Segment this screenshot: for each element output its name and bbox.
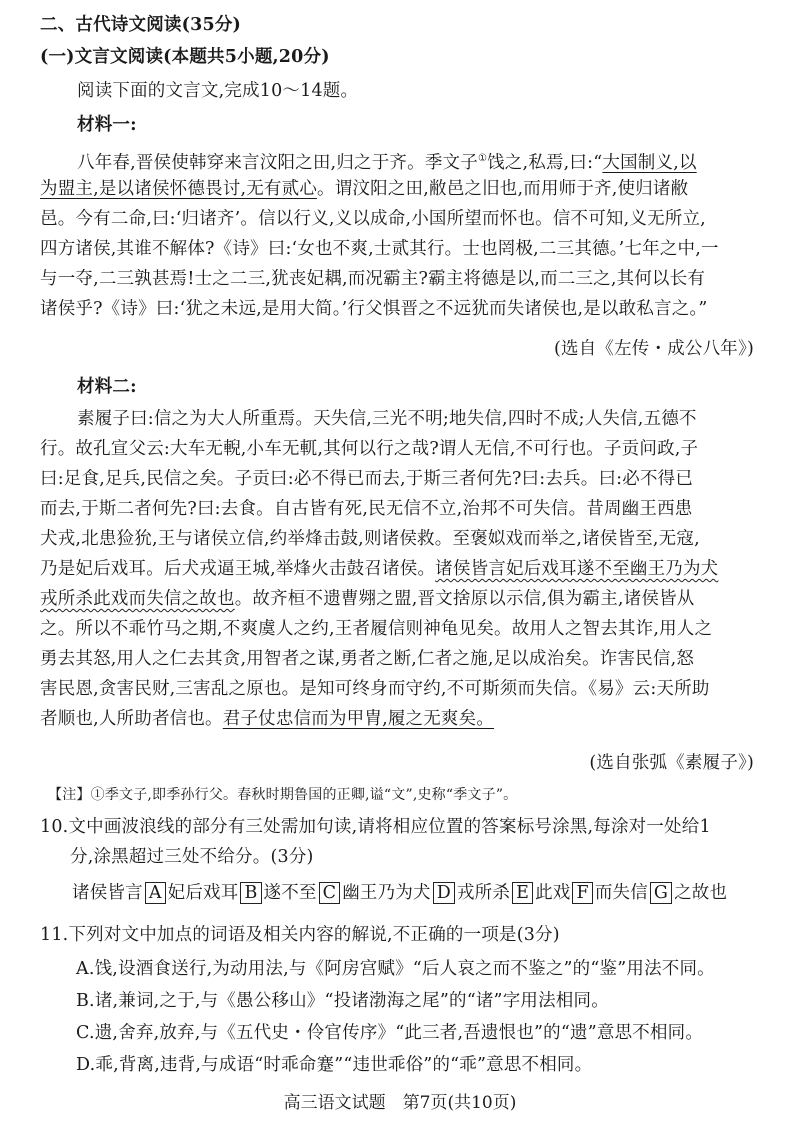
answer-box-e[interactable]: E xyxy=(512,882,533,904)
question-11-option-b: B.诸,兼词,之于,与《愚公移山》“投诸渤海之尾”的“诸”字用法相同。 xyxy=(76,991,609,1011)
material2-line: 者顺也,人所助者信也。君子仗忠信而为甲胄,履之无爽矣。 xyxy=(40,709,495,729)
wavy-underlined-text: 诸侯皆言妃后戏耳遂不至幽王乃为犬 xyxy=(435,559,719,579)
answer-box-c[interactable]: C xyxy=(319,882,341,904)
material1-line: 八年春,晋侯使韩穿来言汶阳之田,归之于齐。季文子①饯之,私焉,曰:“大国制义,以 xyxy=(77,152,697,173)
footnote: 【注】①季文子,即季孙行父。春秋时期鲁国的正卿,谥“文”,史称“季文子”。 xyxy=(48,787,518,803)
subsection-title: (一)文言文阅读(本题共5小题,20分) xyxy=(40,47,330,67)
answer-box-b[interactable]: B xyxy=(240,882,261,904)
section-title: 二、古代诗文阅读(35分) xyxy=(40,15,242,35)
question-11-option-c: C.遗,舍弃,放弃,与《五代史・伶官传序》“此三者,吾遗恨也”的“遗”意思不相同。 xyxy=(76,1023,704,1043)
answer-box-a[interactable]: A xyxy=(145,882,166,904)
wavy-underlined-text: 戎所杀此戏而失信之故也 xyxy=(40,589,235,609)
material2-line: 之。所以不乖竹马之期,不爽虞人之约,王者履信则神龟见矣。故用人之智去其诈,用人之 xyxy=(40,619,713,639)
underlined-text: 君子仗忠信而为甲胄,履之无爽矣。 xyxy=(222,709,495,729)
material2-line: 害民恩,贪害民财,三害乱之原也。是知可终身而守约,不可斯须而失信。《易》云:天所助 xyxy=(40,679,710,699)
material2-line: 曰:足食,足兵,民信之矣。子贡曰:必不得已而去,于斯三者何先?曰:去兵。曰:必不得已 xyxy=(40,469,694,489)
material2-line: 行。故孔宣父云:大车无輗,小车无軏,其何以行之哉?谓人无信,不可行也。子贡问政,子 xyxy=(40,439,699,459)
material2-line: 而去,于斯二者何先?曰:去食。自古皆有死,民无信不立,治邦不可失信。昔周幽王西患 xyxy=(40,499,693,519)
question-10-stem: 分,涂黑超过三处不给分。(3分) xyxy=(70,847,314,867)
material1-line: 诸侯乎?《诗》曰:‘犹之未远,是用大简。’行父惧晋之不远犹而失诸侯也,是以敢私言之。” xyxy=(40,299,708,319)
material2-line: 素履子曰:信之为大人所重焉。天失信,三光不明;地失信,四时不成;人失信,五德不 xyxy=(77,409,697,429)
question-10-stem: 10.文中画波浪线的部分有三处需加句读,请将相应位置的答案标号涂黑,每涂对一处给1 xyxy=(40,817,711,837)
material1-line: 邑。今有二命,曰:‘归诸齐’。信以行义,义以成命,小国所望而怀也。信不可知,义无所立, xyxy=(40,209,706,229)
material1-line: 四方诸侯,其谁不解体?《诗》曰:‘女也不爽,士贰其行。士也罔极,二三其德。’七年之中,一 xyxy=(40,239,719,259)
material1-line: 为盟主,是以诸侯怀德畏讨,无有贰心。谓汶阳之田,敝邑之旧也,而用师于齐,使归诸敝 xyxy=(40,179,689,199)
instruction: 阅读下面的文言文,完成10～14题。 xyxy=(77,81,359,101)
material2-label: 材料二: xyxy=(77,377,137,397)
answer-box-g[interactable]: G xyxy=(650,882,672,904)
question-11-stem: 11.下列对文中加点的词语及相关内容的解说,不正确的一项是(3分) xyxy=(40,925,560,945)
material2-line: 勇去其怒,用人之仁去其贪,用智者之谋,勇者之断,仁者之施,足以成治矣。诈害民信,怒 xyxy=(40,649,695,669)
material1-label: 材料一: xyxy=(77,115,137,135)
material1-line: 与一夺,二三孰甚焉!士之二三,犹丧妃耦,而况霸主?霸主将德是以,而二三之,其何以长有 xyxy=(40,269,706,289)
material2-line: 戎所杀此戏而失信之故也。故齐桓不遗曹翙之盟,晋文捨原以示信,俱为霸主,诸侯皆从 xyxy=(40,589,695,609)
question-10-answer-line: 诸侯皆言 A 妃后戏耳 B 遂不至 C 幽王乃为犬 D 戎所杀 E 此戏 F 而失信 G 之故也 xyxy=(72,883,728,903)
question-11-option-d: D.乖,背离,违背,与成语“时乖命蹇”“违世乖俗”的“乖”意思不相同。 xyxy=(76,1055,593,1075)
question-11-option-a: A.饯,设酒食送行,为动用法,与《阿房宫赋》“后人哀之而不鉴之”的“鉴”用法不同。 xyxy=(76,959,715,979)
footnote-marker: ① xyxy=(477,153,488,164)
answer-box-d[interactable]: D xyxy=(433,882,455,904)
page-footer: 高三语文试题 第7页(共10页) xyxy=(283,1093,517,1113)
material2-source: (选自张弧《素履子》) xyxy=(589,753,754,773)
material2-line: 乃是妃后戏耳。后犬戎逼王城,举烽火击鼓召诸侯。诸侯皆言妃后戏耳遂不至幽王乃为犬 xyxy=(40,559,719,579)
answer-box-f[interactable]: F xyxy=(572,882,592,904)
material2-line: 犬戎,北患猃狁,王与诸侯立信,约举烽击鼓,则诸侯救。至褒姒戏而举之,诸侯皆至,无寇, xyxy=(40,529,700,549)
material1-source: (选自《左传・成公八年》) xyxy=(553,339,754,359)
